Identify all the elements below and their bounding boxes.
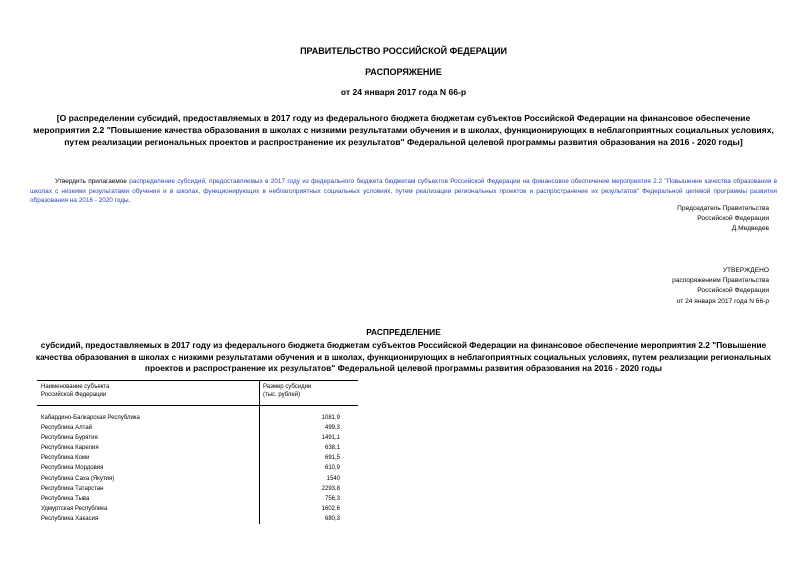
doc-date-number: от 24 января 2017 года N 66-р <box>340 87 467 97</box>
signature-block <box>677 204 769 235</box>
table-row <box>37 494 358 504</box>
table-row <box>37 423 358 433</box>
region-cell: Кабардино-Балкарская Республика <box>41 415 140 421</box>
region-cell: Республика Карелия <box>41 445 99 452</box>
table-row <box>37 474 358 484</box>
col-amount-header-line1: Размер субсидии <box>263 384 312 390</box>
distribution-link[interactable]: распределение субсидий, предоставляемых в 2017 году из федерального бюджета бюджетам субъектов Российской Федерации на финансовое обеспечение мероприятия 2.2 "Повышение качества образования в школах с низкими результатами обучения и в школах, функционирующих в неблагоприятных социальных условиях, путем реализации региональных проектов и распространение их результатов" Федеральной целевой программы развития образования на 2016 - 2020 годы <box>30 178 778 204</box>
intro-prefix: Утвердить прилагаемое <box>55 178 130 185</box>
table-row <box>37 514 358 524</box>
amount-cell: 680,3 <box>260 514 359 524</box>
amount-cell: 1081,9 <box>260 413 359 423</box>
region-cell: Республика Хакасия <box>41 515 99 522</box>
intro-paragraph <box>30 177 777 206</box>
approval-title: УТВЕРЖДЕНО <box>722 267 769 274</box>
signature-name: Д.Медведев <box>731 225 769 233</box>
amount-cell: 756,3 <box>260 494 359 504</box>
table-row <box>37 453 358 463</box>
intro-suffix: . <box>128 197 131 204</box>
region-cell: Республика Алтай <box>41 425 93 432</box>
col-amount-header <box>260 381 359 406</box>
table-row <box>37 504 358 514</box>
distribution-subtitle: субсидий, предоставляемых в 2017 году из федерального бюджета бюджетам субъектов Российской Федерации на финансовое обеспечение мероприятия 2.2 "Повышение качества образования в школах с низкими результатами обучения и в школах, функционирующих в неблагоприятных социальных условиях, путем реализации региональных проектов и распространение их результатов" Федеральной целевой программы развития образования на 2016 - 2020 годы <box>35 340 772 373</box>
distribution-title: РАСПРЕДЕЛЕНИЕ <box>366 327 441 337</box>
amount-cell: 1540 <box>260 474 359 484</box>
col-region-header-line1: Наименование субъекта <box>41 384 110 390</box>
amount-cell: 691,5 <box>260 453 359 463</box>
region-cell: Республика Татарстан <box>41 485 104 492</box>
region-cell: Республика Бурятия <box>41 435 98 442</box>
government-title: ПРАВИТЕЛЬСТВО РОССИЙСКОЙ ФЕДЕРАЦИИ <box>300 46 507 56</box>
region-cell: Республика Тыва <box>41 495 90 502</box>
amount-cell: 1491,1 <box>260 433 359 443</box>
table-header-row <box>37 381 358 406</box>
approval-block <box>672 266 769 307</box>
table-row <box>37 443 358 453</box>
col-region-header-line2: Российской Федерации <box>41 392 107 398</box>
amount-cell: 638,1 <box>260 443 359 453</box>
approval-country: Российской Федерации <box>697 287 769 295</box>
region-cell: Республика Коми <box>41 455 90 462</box>
col-amount-header-line2: (тыс. рублей) <box>263 392 301 398</box>
signature-country: Российской Федерации <box>697 215 769 223</box>
approval-by: распоряжением Правительства <box>672 277 769 285</box>
table-row <box>37 484 358 494</box>
region-cell: Удмуртская Республика <box>41 505 108 512</box>
doc-type-title: РАСПОРЯЖЕНИЕ <box>365 67 442 77</box>
amount-cell: 1602,6 <box>260 504 359 514</box>
subsidy-table <box>37 380 358 524</box>
amount-cell: 499,3 <box>260 423 359 433</box>
doc-subject: [О распределении субсидий, предоставляемых в 2017 году из федерального бюджета бюджетам субъектов Российской Федерации на финансовое обеспечение мероприятия 2.2 "Повышение качества образования в школах с низкими результатами обучения и в школах, функционирующих в неблагоприятных социальных условиях, путем реализации региональных проектов и распространение их результатов" Федеральной целевой программы развития образования на 2016 - 2020 годы] <box>33 113 774 147</box>
table-row <box>37 413 358 423</box>
region-cell: Республика Саха (Якутия) <box>41 475 115 482</box>
table-row <box>37 433 358 443</box>
table-row <box>37 463 358 473</box>
amount-cell: 2293,8 <box>260 484 359 494</box>
signature-position: Председатель Правительства <box>677 205 769 212</box>
approval-date: от 24 января 2017 года N 66-р <box>676 297 769 305</box>
region-cell: Республика Мордовия <box>41 465 104 472</box>
col-region-header <box>37 381 260 406</box>
amount-cell: 610,9 <box>260 463 359 473</box>
